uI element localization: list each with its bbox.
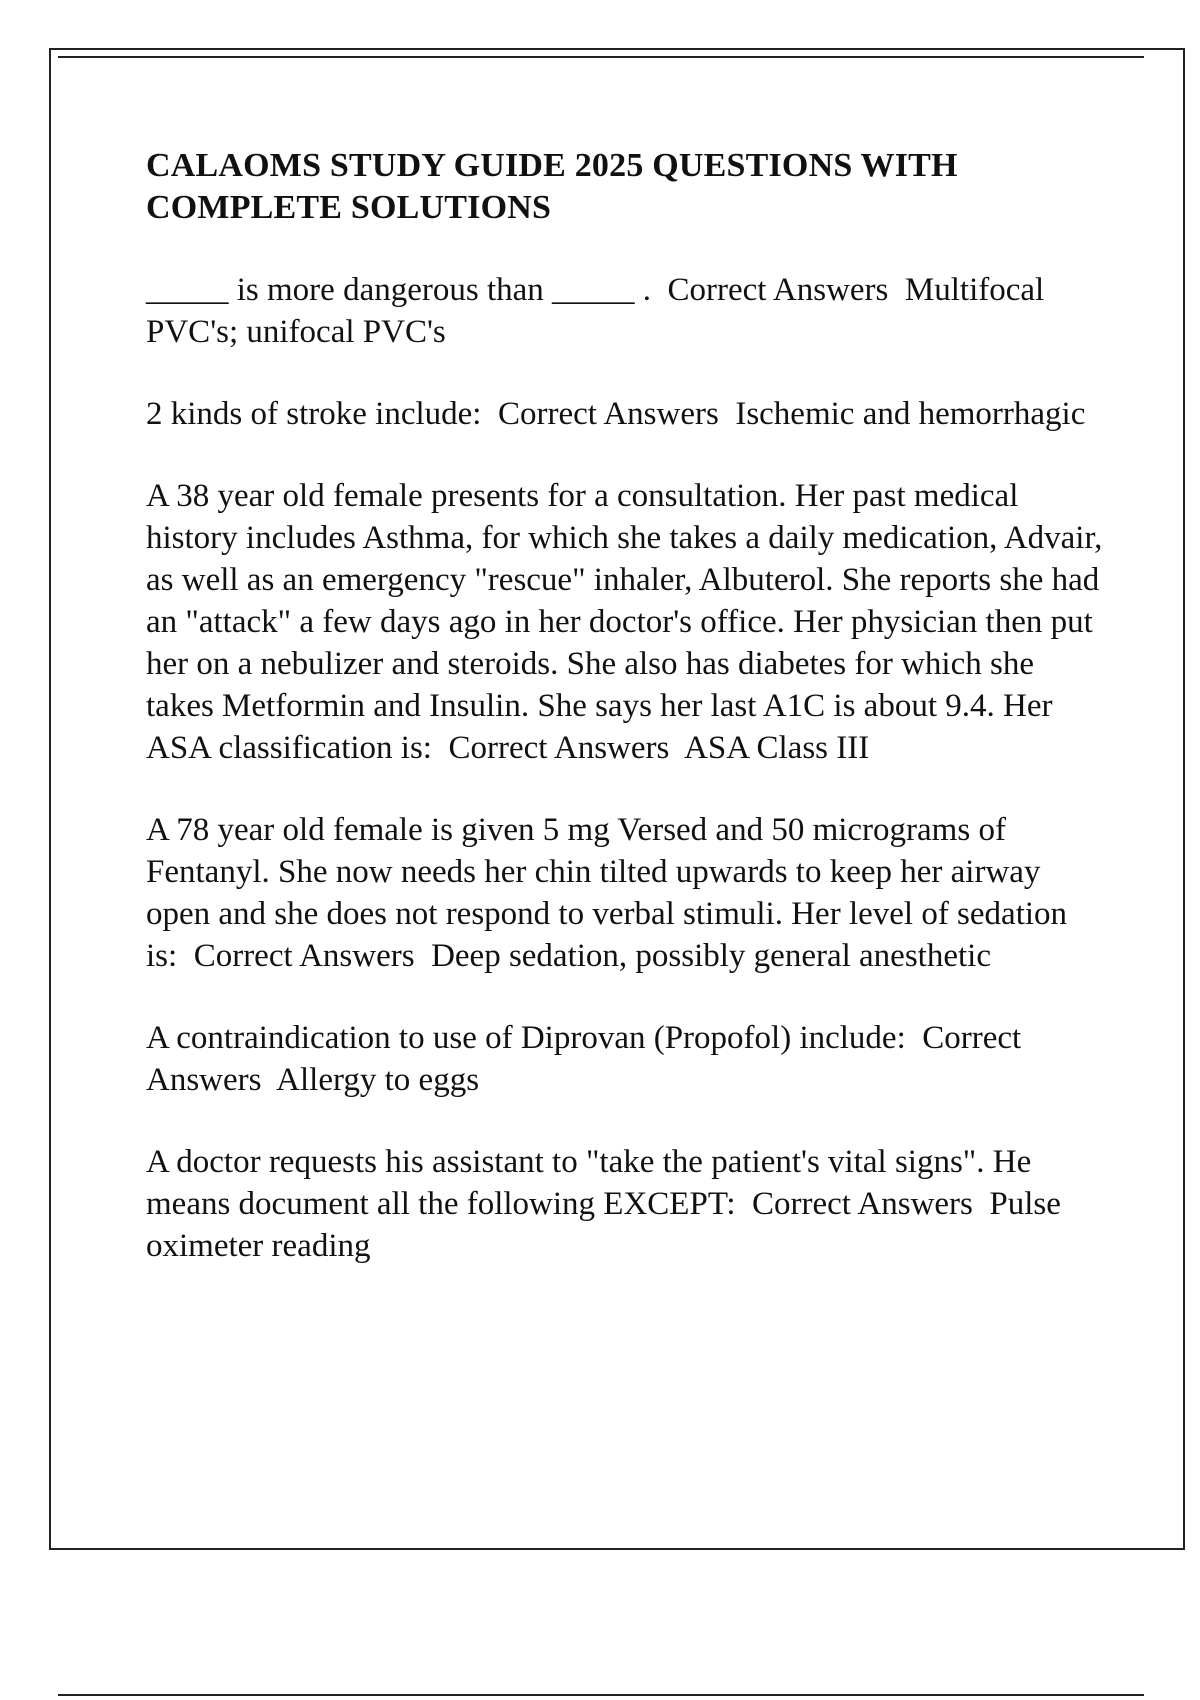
answer-marker: Correct Answers <box>497 396 719 432</box>
qa-item <box>146 1141 1106 1267</box>
answer-marker: Correct Answers <box>448 730 670 766</box>
answer-text: Pulse oximeter reading <box>146 1186 1070 1264</box>
answer-text: Ischemic and hemorrhagic <box>735 396 1086 432</box>
answer-text: Allergy to eggs <box>276 1062 480 1098</box>
answer-marker: Correct Answers <box>667 272 889 308</box>
header-rule <box>58 56 1144 58</box>
answer-marker: Correct Answers <box>193 938 415 974</box>
question-text: 2 kinds of stroke include: <box>146 396 490 432</box>
answer-marker: Correct Answers <box>146 1020 1028 1098</box>
qa-item <box>146 475 1111 769</box>
question-text: A contraindication to use of Diprovan (Propofol) include: <box>146 1020 914 1056</box>
question-text: A 78 year old female is given 5 mg Versed and 50 micrograms of Fentanyl. She now needs her chin tilted upwards to keep her airway open and she does not respond to verbal stimuli. Her level of sedation is: <box>146 812 1076 974</box>
answer-marker: Correct Answers <box>752 1186 973 1222</box>
qa-item <box>146 1017 1106 1101</box>
qa-item <box>146 393 1106 435</box>
question-text: _____ is more dangerous than _____ . <box>146 272 660 308</box>
qa-item <box>146 809 1106 977</box>
answer-text: Multifocal PVC's; unifocal PVC's <box>146 272 1053 350</box>
question-text: A doctor requests his assistant to "take the patient's vital signs". He means document all the following EXCEPT: <box>146 1144 1040 1222</box>
qa-item <box>146 269 1106 353</box>
footer-rule <box>58 1694 1144 1696</box>
document-title: CALAOMS STUDY GUIDE 2025 QUESTIONS WITH COMPLETE SOLUTIONS <box>146 147 958 226</box>
document-body <box>146 145 1111 1307</box>
question-text: A 38 year old female presents for a consultation. Her past medical history includes Asthma, for which she takes a daily medication, Advair, as well as an emergency "rescue" inhaler, Albuterol. She reports she had an "attack" a few days ago in her doctor's office. Her physician then put her on a nebulizer and steroids. She also has diabetes for which she takes Metformin and Insulin. She says her last A1C is about 9.4. Her ASA classification is: <box>146 478 1111 766</box>
answer-text: ASA Class III <box>684 730 870 766</box>
answer-text: Deep sedation, possibly general anesthetic <box>431 938 991 974</box>
